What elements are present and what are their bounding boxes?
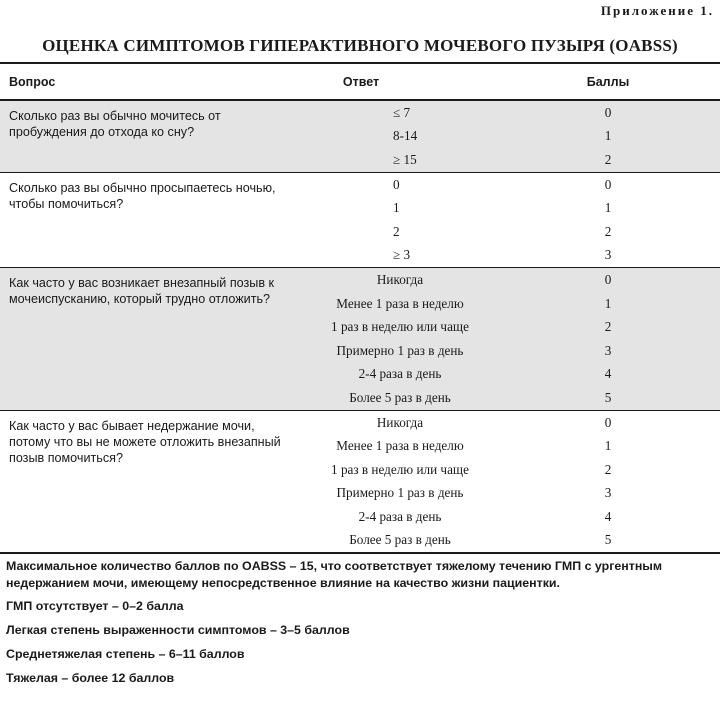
answer-option: Никогда — [300, 268, 510, 292]
answer-option: 1 — [393, 200, 400, 216]
answer-option: Менее 1 раза в неделю — [336, 438, 464, 454]
question-group-4 — [0, 410, 720, 553]
answer-option: Примерно 1 раз в день — [336, 485, 464, 501]
score-value: 5 — [510, 386, 720, 410]
score-value: 0 — [604, 176, 612, 192]
question-group-3 — [0, 268, 720, 411]
appendix-label: Приложение 1. — [600, 3, 714, 18]
score-value: 1 — [510, 292, 720, 316]
question-text: Сколько раз вы обычно мочитесь от пробуждения до отхода ко сну? — [0, 100, 300, 172]
column-header-question: Вопрос — [9, 74, 56, 89]
column-header-answer: Ответ — [342, 74, 380, 89]
severity-none: ГМП отсутствует – 0–2 балла — [6, 599, 184, 613]
score-value: 3 — [604, 485, 612, 501]
score-value: 3 — [604, 247, 612, 263]
answer-option: ≥ 15 — [300, 148, 510, 172]
score-value: 2 — [510, 148, 720, 172]
score-value: 4 — [510, 363, 720, 387]
answer-option: 2-4 раза в день — [300, 363, 510, 387]
column-header-score: Баллы — [586, 74, 630, 89]
score-value: 4 — [604, 508, 612, 524]
score-value: 2 — [604, 461, 612, 477]
answer-option: Никогда — [376, 414, 424, 430]
score-value: 2 — [510, 315, 720, 339]
answer-option: 8-14 — [300, 125, 510, 149]
score-value: 1 — [604, 438, 612, 454]
question-group-2 — [0, 172, 720, 267]
score-value: 1 — [510, 125, 720, 149]
question-text: Как часто у вас бывает недержание мочи, потому что вы не можете отложить внезапный позыв помочиться? — [9, 418, 281, 465]
answer-option: Примерно 1 раз в день — [300, 339, 510, 363]
table-row — [0, 268, 720, 292]
answer-option: 0 — [393, 176, 400, 192]
score-value: 1 — [604, 200, 612, 216]
score-value: 0 — [510, 268, 720, 292]
answer-option: Более 5 раз в день — [300, 386, 510, 410]
page-title: ОЦЕНКА СИМПТОМОВ ГИПЕРАКТИВНОГО МОЧЕВОГО ПУЗЫРЯ (OABSS) — [42, 36, 678, 55]
score-value: 3 — [510, 339, 720, 363]
severity-mild: Легкая степень выраженности симптомов – 3–5 баллов — [6, 623, 350, 637]
answer-option: 1 раз в неделю или чаще — [300, 315, 510, 339]
score-value: 5 — [604, 532, 612, 548]
score-value: 0 — [604, 414, 612, 430]
answer-option: Более 5 раз в день — [349, 532, 451, 548]
severity-severe: Тяжелая – более 12 баллов — [6, 671, 175, 685]
oabss-table — [0, 64, 720, 554]
answer-option: ≤ 7 — [300, 100, 510, 125]
table-header-row — [0, 64, 720, 100]
table-row — [0, 410, 720, 434]
answer-option: 1 раз в неделю или чаще — [331, 461, 469, 477]
score-value: 0 — [510, 100, 720, 125]
answer-option: Менее 1 раза в неделю — [300, 292, 510, 316]
answer-option: 2-4 раза в день — [358, 508, 442, 524]
answer-option: 2 — [393, 223, 400, 239]
question-text: Как часто у вас возникает внезапный позыв к мочеиспусканию, который трудно отложить? — [0, 268, 300, 411]
table-row — [0, 100, 720, 125]
score-value: 2 — [604, 223, 612, 239]
table-row — [0, 172, 720, 196]
severity-moderate: Среднетяжелая степень – 6–11 баллов — [6, 647, 245, 661]
question-group-1 — [0, 100, 720, 172]
answer-option: ≥ 3 — [393, 247, 411, 263]
max-score-note: Максимальное количество баллов по OABSS – 15, что соответствует тяжелому течению ГМП с ургентным недержанием мочи, имеющему непосредственное влияние на качество жизни пациентки. — [6, 559, 663, 590]
question-text: Сколько раз вы обычно просыпаетесь ночью, чтобы помочиться? — [9, 180, 276, 211]
